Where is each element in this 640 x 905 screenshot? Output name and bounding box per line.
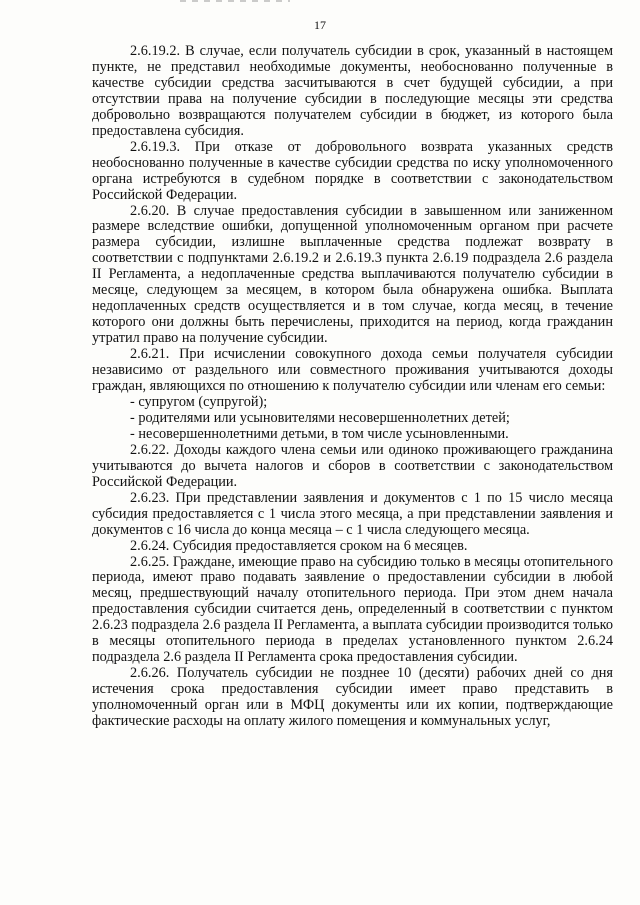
paragraph-p-2-6-25: 2.6.25. Граждане, имеющие право на субсидию только в месяцы отопительного периода, имеют право подавать заявление о предоставлении субсидии в любой месяц, предшествующий началу отопительного периода. При этом днем начала предоставления субсидии считается день, определенный в соответствии с пунктом 2.6.23 подраздела 2.6 раздела II Регламента, а выплата субсидии производится только в месяцы отопительного периода в пределах установленного пунктом 2.6.24 подраздела 2.6 раздела II Регламента срока предоставления субсидии. xyxy=(92,553,613,666)
scan-artifact-top xyxy=(180,0,290,2)
paragraph-p-2-6-24: 2.6.24. Субсидия предоставляется сроком на 6 месяцев. xyxy=(130,537,468,554)
paragraph-p-list-2: - родителями или усыновителями несовершеннолетних детей; xyxy=(130,409,510,426)
paragraph-p-list-1: - супругом (супругой); xyxy=(130,393,268,410)
page-number: 17 xyxy=(314,18,326,32)
paragraph-p-2-6-21: 2.6.21. При исчислении совокупного дохода семьи получателя субсидии независимо от раздельного или совместного проживания учитываются доходы граждан, являющихся по отношению к получателю субсидии или членам его семьи: xyxy=(92,346,613,395)
paragraph-p-2-6-19-3: 2.6.19.3. При отказе от добровольного возврата указанных средств необоснованно полученные в качестве субсидии средства по иску уполномоченного органа истребуются в судебном порядке в соответствии с законодательством Российской Федерации. xyxy=(92,138,613,203)
document-body xyxy=(92,44,613,730)
paragraph-p-2-6-22: 2.6.22. Доходы каждого члена семьи или одиноко проживающего гражданина учитываются до вычета налогов и сборов в соответствии с законодательством Российской Федерации. xyxy=(92,441,613,490)
paragraph-p-2-6-23: 2.6.23. При представлении заявления и документов с 1 по 15 число месяца субсидия предоставляется с 1 числа этого месяца, а при представлении заявления и документов с 16 числа до конца месяца – с 1 числа следующего месяца. xyxy=(92,489,613,538)
paragraph-p-2-6-26: 2.6.26. Получатель субсидии не позднее 10 (десяти) рабочих дней со дня истечения срока предоставления субсидии имеет право представить в уполномоченный орган или в МФЦ документы или их копии, подтверждающие фактические расходы на оплату жилого помещения и коммунальных услуг, xyxy=(92,665,613,730)
paragraph-p-2-6-20: 2.6.20. В случае предоставления субсидии в завышенном или заниженном размере вследствие ошибки, допущенной уполномоченным органом при расчете размера субсидии, излишне выплаченные средства подлежат возврату в соответствии с подпунктами 2.6.19.2 и 2.6.19.3 пункта 2.6.19 подраздела 2.6 раздела II Регламента, а недоплаченные средства выплачиваются получателю субсидии в месяце, следующем за месяцем, в котором была обнаружена ошибка. Выплата недоплаченных средств осуществляется и в том случае, когда месяц, в течение которого они должны быть перечислены, приходится на период, когда гражданин утратил право на получение субсидии. xyxy=(92,202,613,347)
paragraph-p-list-3: - несовершеннолетними детьми, в том числе усыновленными. xyxy=(130,425,509,442)
paragraph-p-2-6-19-2: 2.6.19.2. В случае, если получатель субсидии в срок, указанный в настоящем пункте, не представил необходимые документы, необоснованно полученные в качестве субсидии средства засчитываются в счет будущей субсидии, а при отсутствии права на получение субсидии в последующие месяцы эти средства добровольно возвращаются получателем субсидии в бюджет, из которого была предоставлена субсидия. xyxy=(92,43,613,139)
